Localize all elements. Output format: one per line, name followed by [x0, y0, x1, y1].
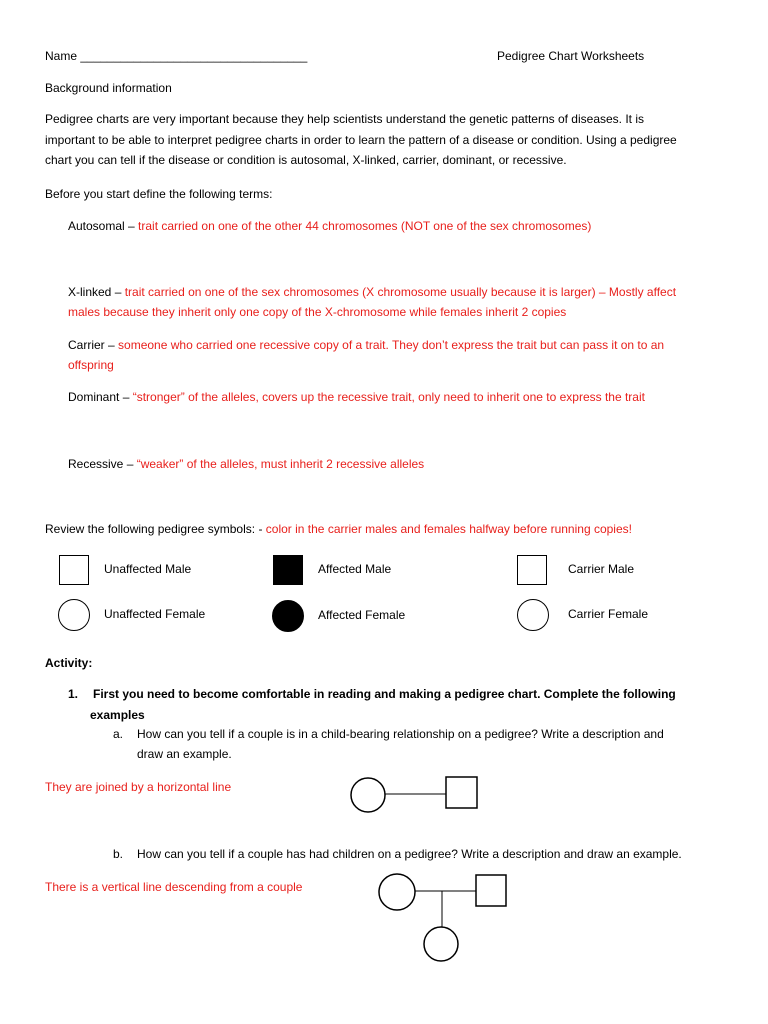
question-1-number: 1. [68, 687, 79, 701]
background-heading: Background information [45, 81, 172, 95]
name-label-text: Name [45, 49, 78, 63]
carrier-female-circle-icon [517, 599, 549, 631]
family-father-square-icon [476, 875, 506, 906]
family-child-circle-icon [424, 927, 458, 961]
term-autosomal-label: Autosomal – [68, 219, 135, 233]
term-xlinked-definition-line2: males because they inherit only one copy of the X-chromosome while females inherit 2 copies [68, 305, 567, 319]
affected-female-circle-icon [272, 600, 304, 632]
carrier-male-label: Carrier Male [568, 562, 635, 576]
term-xlinked-definition-line1: trait carried on one of the sex chromosomes (X chromosome usually because it is larger) – Mostly affect [124, 285, 677, 299]
term-dominant-label: Dominant – [68, 390, 130, 404]
term-carrier [68, 335, 664, 355]
name-label [45, 49, 307, 63]
question-1-line2: examples [90, 708, 145, 722]
carrier-male-square-icon [517, 555, 547, 585]
term-recessive-label: Recessive – [68, 457, 134, 471]
affected-male-label: Affected Male [318, 562, 392, 576]
family-mother-circle-icon [379, 874, 415, 910]
couple-female-circle-icon [351, 778, 385, 812]
term-dominant-definition: “stronger” of the alleles, covers up the recessive trait, only need to inherit one to express the trait [132, 390, 645, 404]
term-xlinked [68, 282, 676, 302]
question-a-line2: draw an example. [137, 747, 232, 761]
affected-male-square-icon [273, 555, 303, 585]
question-b-text: How can you tell if a couple has had children on a pedigree? Write a description and draw an example. [137, 847, 682, 861]
name-blank-field[interactable]: __________________________________ [80, 49, 308, 63]
term-dominant [68, 387, 645, 407]
question-a-letter: a. [113, 727, 124, 741]
unaffected-male-square-icon [59, 555, 89, 585]
question-b-letter: b. [113, 847, 124, 861]
background-paragraph: Pedigree charts are very important because they help scientists understand the genetic patterns of diseases. It is important to be able to interpret pedigree charts in order to learn the pattern of a disease or condition. Using a pedigree chart you can tell if the disease or condition is autosomal, X-linked, carrier, dominant, or recessive. [45, 112, 677, 167]
term-autosomal-definition: trait carried on one of the other 44 chromosomes (NOT one of the sex chromosomes) [138, 219, 592, 233]
term-carrier-label: Carrier – [68, 338, 115, 352]
term-recessive-definition: “weaker” of the alleles, must inherit 2 recessive alleles [136, 457, 425, 471]
symbols-prompt [45, 522, 632, 536]
question-1-line1: First you need to become comfortable in reading and making a pedigree chart. Complete the following [93, 687, 676, 701]
unaffected-female-label: Unaffected Female [104, 607, 206, 621]
symbols-prompt-text: Review the following pedigree symbols: - [45, 522, 263, 536]
question-a-answer: They are joined by a horizontal line [45, 780, 232, 794]
question-b-answer: There is a vertical line descending from a couple [45, 880, 303, 894]
question-a-line1: How can you tell if a couple is in a child-bearing relationship on a pedigree? Write a description and [137, 727, 664, 741]
term-xlinked-label: X-linked – [68, 285, 122, 299]
term-autosomal [68, 216, 591, 236]
term-carrier-definition-line1: someone who carried one recessive copy of a trait. They don’t express the trait but can pass it on to an [118, 338, 665, 352]
define-prompt: Before you start define the following terms: [45, 187, 273, 201]
term-recessive [68, 454, 424, 474]
page-title: Pedigree Chart Worksheets [497, 49, 645, 63]
carrier-female-label: Carrier Female [568, 607, 649, 621]
couple-male-square-icon [446, 777, 477, 808]
unaffected-female-circle-icon [58, 599, 90, 631]
activity-heading: Activity: [45, 656, 93, 670]
term-carrier-definition-line2: offspring [68, 358, 114, 372]
affected-female-label: Affected Female [318, 608, 406, 622]
symbols-note: color in the carrier males and females halfway before running copies! [265, 522, 632, 536]
unaffected-male-label: Unaffected Male [104, 562, 192, 576]
